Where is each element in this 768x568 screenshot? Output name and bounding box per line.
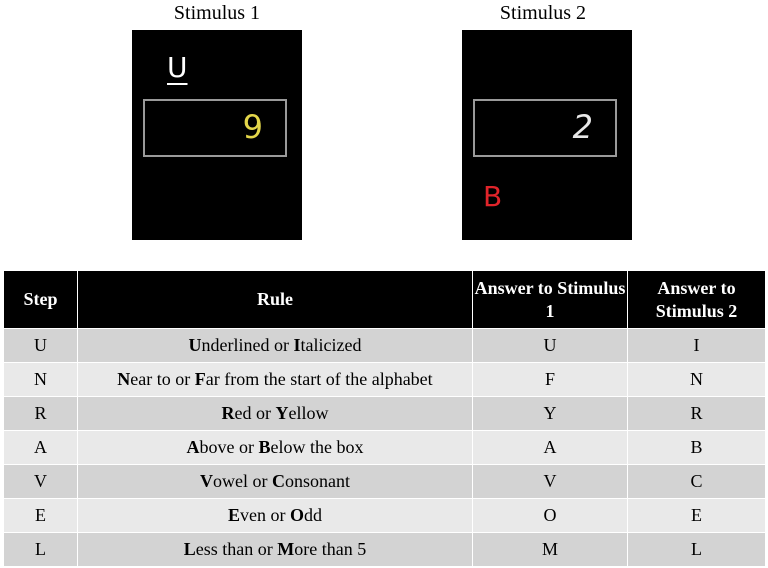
rule-text-fragment: bove or bbox=[199, 437, 259, 457]
stimulus-2-title: Stimulus 2 bbox=[499, 2, 587, 24]
table-row bbox=[4, 431, 766, 465]
stimulus-2-box bbox=[473, 99, 617, 157]
rule-initial: R bbox=[221, 403, 235, 423]
step-cell: N bbox=[4, 363, 78, 397]
rule-text-fragment: onsonant bbox=[284, 471, 350, 491]
table-row bbox=[4, 533, 766, 567]
answer-1-cell: F bbox=[473, 363, 628, 397]
answer-1-cell: V bbox=[473, 465, 628, 499]
stimulus-2-number: 2 bbox=[572, 108, 593, 146]
answer-2-cell: E bbox=[628, 499, 766, 533]
rules-table-body bbox=[4, 329, 766, 567]
answer-2-cell: C bbox=[628, 465, 766, 499]
table-row bbox=[4, 397, 766, 431]
rule-text-fragment: ore than 5 bbox=[294, 539, 367, 559]
rule-initial: V bbox=[200, 471, 213, 491]
rule-text-fragment: ar from the start of the alphabet bbox=[205, 369, 433, 389]
header-step: Step bbox=[4, 271, 78, 329]
answer-1-cell: Y bbox=[473, 397, 628, 431]
rule-cell bbox=[78, 533, 473, 567]
stimulus-1-panel bbox=[132, 30, 302, 240]
rule-initial: A bbox=[186, 437, 200, 457]
stimulus-1-box bbox=[143, 99, 287, 157]
rule-text-fragment: dd bbox=[304, 505, 322, 525]
rule-initial: I bbox=[293, 335, 301, 355]
table-row bbox=[4, 465, 766, 499]
rule-initial: E bbox=[227, 505, 240, 525]
stimulus-1-letter: U bbox=[167, 51, 188, 84]
rule-cell bbox=[78, 431, 473, 465]
stimulus-2-letter: B bbox=[483, 180, 503, 213]
rule-initial: M bbox=[277, 539, 295, 559]
stimulus-2-panel bbox=[462, 30, 632, 240]
table-header-row bbox=[4, 271, 766, 329]
answer-2-cell: I bbox=[628, 329, 766, 363]
table-row bbox=[4, 363, 766, 397]
step-cell: V bbox=[4, 465, 78, 499]
step-cell: E bbox=[4, 499, 78, 533]
header-answer-2: Answer to Stimulus 2 bbox=[628, 271, 766, 329]
table-row bbox=[4, 499, 766, 533]
rule-cell bbox=[78, 329, 473, 363]
rule-cell bbox=[78, 465, 473, 499]
rule-text-fragment: ven or bbox=[240, 505, 290, 525]
rule-text-fragment: ellow bbox=[288, 403, 329, 423]
rule-text-fragment: elow the box bbox=[270, 437, 364, 457]
rule-text-fragment: ed or bbox=[234, 403, 276, 423]
answer-2-cell: L bbox=[628, 533, 766, 567]
step-cell: R bbox=[4, 397, 78, 431]
rule-cell bbox=[78, 397, 473, 431]
header-rule: Rule bbox=[78, 271, 473, 329]
answer-1-cell: A bbox=[473, 431, 628, 465]
step-cell: U bbox=[4, 329, 78, 363]
answer-2-cell: B bbox=[628, 431, 766, 465]
rule-initial: F bbox=[194, 369, 206, 389]
step-cell: A bbox=[4, 431, 78, 465]
answer-1-cell: U bbox=[473, 329, 628, 363]
rule-cell bbox=[78, 363, 473, 397]
rules-table bbox=[3, 270, 766, 567]
answer-2-cell: N bbox=[628, 363, 766, 397]
answer-1-cell: M bbox=[473, 533, 628, 567]
rule-text-fragment: owel or bbox=[213, 471, 272, 491]
stimulus-1-number: 9 bbox=[242, 108, 263, 146]
rule-initial: Y bbox=[275, 403, 289, 423]
rule-initial: U bbox=[188, 335, 202, 355]
rule-initial: N bbox=[117, 369, 131, 389]
answer-2-cell: R bbox=[628, 397, 766, 431]
header-answer-1: Answer to Stimulus 1 bbox=[473, 271, 628, 329]
step-cell: L bbox=[4, 533, 78, 567]
rule-initial: L bbox=[183, 539, 196, 559]
rule-initial: B bbox=[258, 437, 271, 457]
rule-text-fragment: ess than or bbox=[195, 539, 278, 559]
rule-text-fragment: ear to or bbox=[130, 369, 195, 389]
stimulus-1-title: Stimulus 1 bbox=[173, 2, 261, 24]
rule-text-fragment: talicized bbox=[300, 335, 362, 355]
answer-1-cell: O bbox=[473, 499, 628, 533]
table-row bbox=[4, 329, 766, 363]
rule-initial: C bbox=[271, 471, 285, 491]
rule-initial: O bbox=[289, 505, 304, 525]
rule-cell bbox=[78, 499, 473, 533]
rule-text-fragment: nderlined or bbox=[201, 335, 294, 355]
